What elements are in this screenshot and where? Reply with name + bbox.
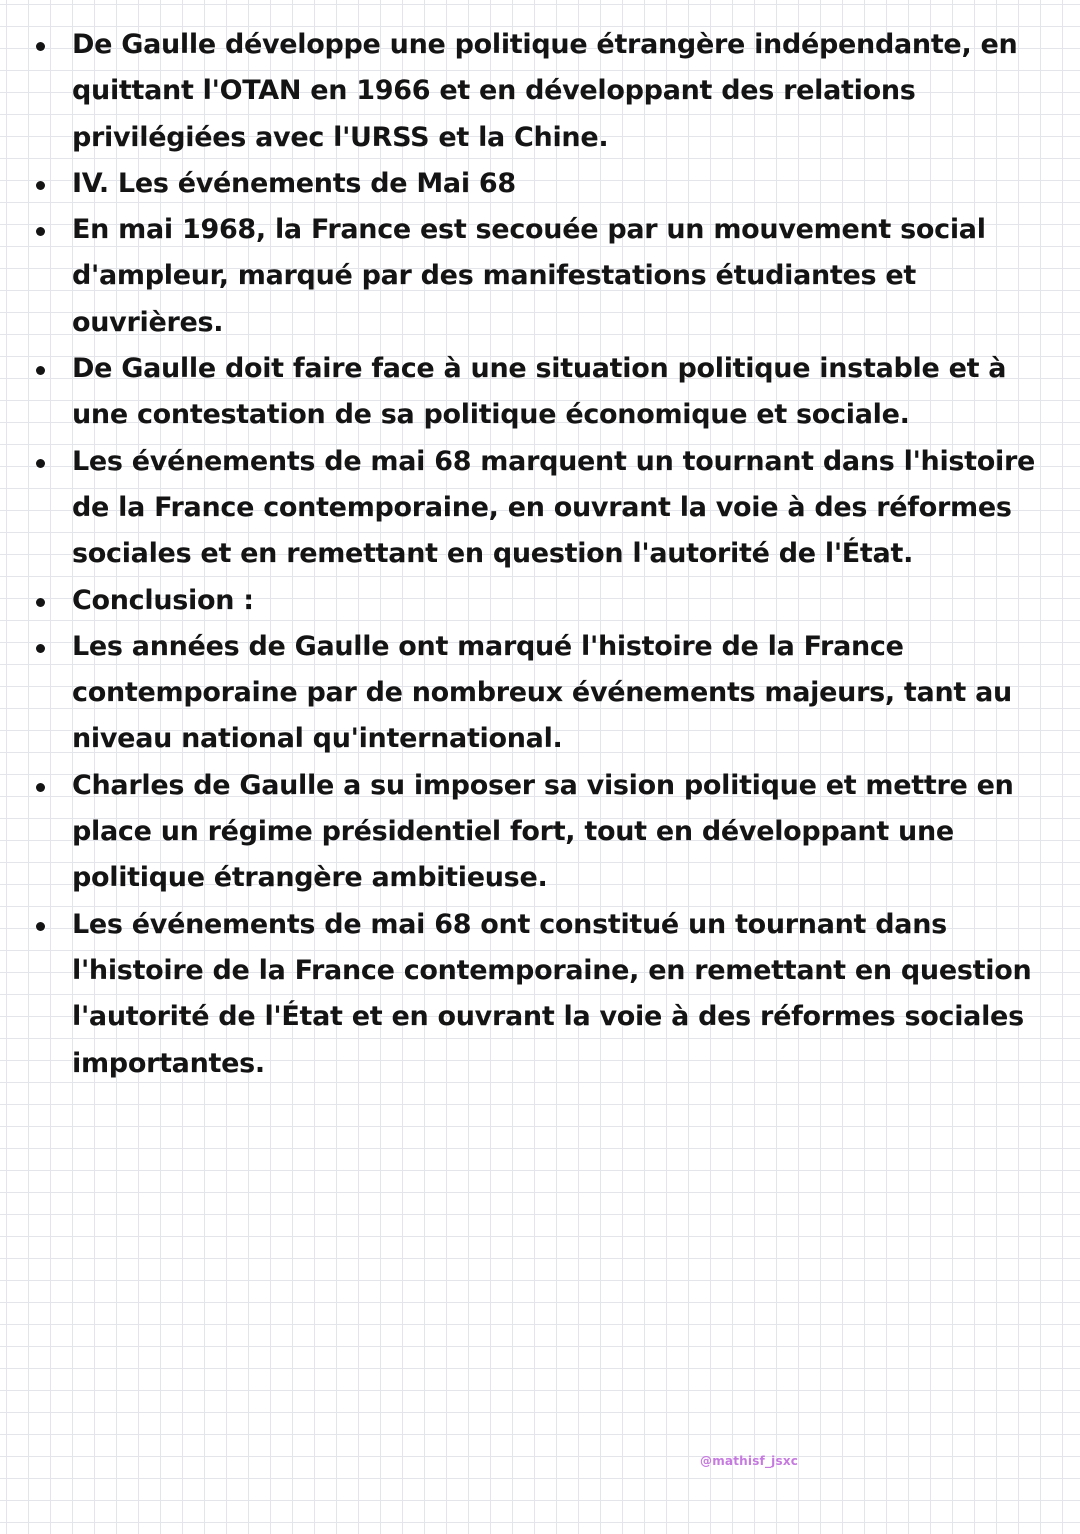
list-item [28, 902, 1048, 1087]
bullet-icon [36, 366, 45, 375]
bullet-icon [36, 459, 45, 468]
bullet-text: Charles de Gaulle a su imposer sa vision politique et mettre en place un régime présidentiel fort, tout en développant une politique étrangère ambitieuse. [72, 769, 1014, 894]
list-item [28, 439, 1048, 578]
bullet-list [28, 22, 1048, 1087]
list-item [28, 207, 1048, 346]
bullet-icon [36, 644, 45, 653]
bullet-text: Les années de Gaulle ont marqué l'histoire de la France contemporaine par de nombreux événements majeurs, tant au niveau national qu'international. [72, 630, 1012, 755]
bullet-icon [36, 598, 45, 607]
bullet-icon [36, 181, 45, 190]
bullet-icon [36, 42, 45, 51]
bullet-text: Les événements de mai 68 marquent un tournant dans l'histoire de la France contemporaine, en ouvrant la voie à des réformes sociales et en remettant en question l'autorité de l'État. [72, 445, 1036, 570]
bullet-text: En mai 1968, la France est secouée par un mouvement social d'ampleur, marqué par des manifestations étudiantes et ouvrières. [72, 214, 986, 338]
list-item [28, 578, 1048, 624]
list-item [28, 22, 1048, 161]
list-item [28, 161, 1048, 207]
bullet-icon [36, 227, 45, 236]
author-watermark: @mathisf_jsxc [700, 1454, 799, 1468]
conclusion-heading: Conclusion : [72, 584, 254, 616]
bullet-text: Les événements de mai 68 ont constitué un tournant dans l'histoire de la France contemporaine, en remettant en question l'autorité de l'État et en ouvrant la voie à des réformes sociales importantes. [72, 908, 1032, 1079]
list-item [28, 763, 1048, 902]
section-heading: IV. Les événements de Mai 68 [72, 167, 516, 199]
bullet-icon [36, 922, 45, 931]
bullet-text: De Gaulle développe une politique étrangère indépendante, en quittant l'OTAN en 1966 et en développant des relations privilégiées avec l'URSS et la Chine. [72, 29, 1018, 153]
list-item [28, 624, 1048, 763]
bullet-text: De Gaulle doit faire face à une situation politique instable et à une contestation de sa politique économique et sociale. [72, 353, 1007, 431]
bullet-icon [36, 783, 45, 792]
list-item [28, 346, 1048, 439]
